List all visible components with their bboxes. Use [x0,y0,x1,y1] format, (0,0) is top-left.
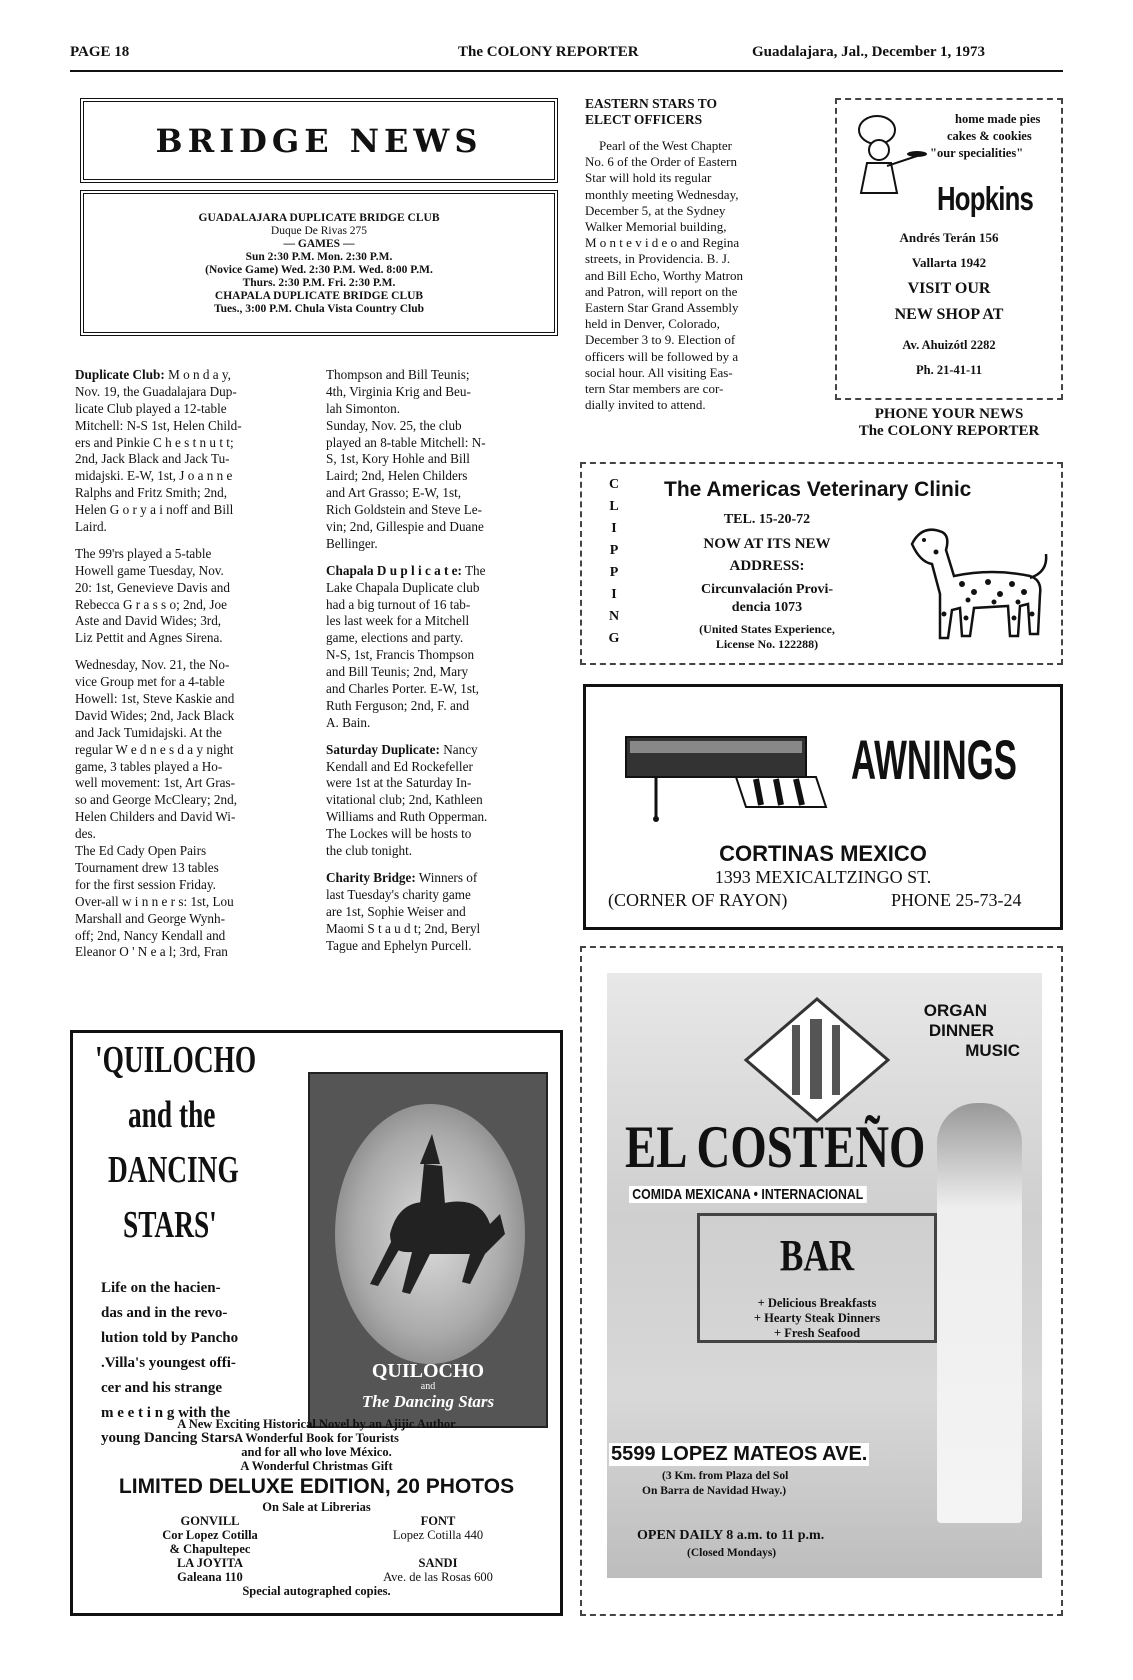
eastern-stars-article [585,96,815,413]
book-note: A Wonderful Book for Tourists [234,1431,399,1445]
text-line: Helen Childers and David Wi- [75,809,236,825]
text-line: 20: 1st, Genevieve Davis and [75,579,230,595]
clipping-letter: I [611,587,617,602]
text-line: Howell: 1st, Steve Kaskie and [75,691,235,707]
text-line: Laird. [75,519,107,535]
text-line: officers will be followed by a [585,348,739,364]
hopkins-visit: NEW SHOP AT [894,306,1004,323]
text-line: N-S, 1st, Francis Thompson [326,647,475,663]
text-line: Walker Memorial building, [585,219,727,235]
costeno-tagline: DINNER [928,1021,994,1040]
text-line: 4th, Virginia Krig and Beu- [326,383,471,399]
text-line: vin; 2nd, Gillespie and Duane [326,519,484,535]
bookstore-name: LA JOYITA [176,1556,244,1570]
bridge-news-banner [80,98,558,183]
eastern-stars-body [585,138,815,413]
newspaper-name: The COLONY REPORTER [458,44,639,60]
book-note: A New Exciting Historical Novel by an Ajijic Author [177,1417,456,1431]
text-line: Charity Bridge: Winners of [326,869,478,885]
text-line: held in Denver, Colorado, [585,316,720,332]
text-line: and Jack Tumidajski. At the [75,724,222,740]
text-line: Ralphs and Fritz Smith; 2nd, [75,485,228,501]
text-line: Tague and Ephelyn Purcell. [326,937,472,953]
bookstore-address: Lopez Cotilla 440 [392,1528,484,1542]
text-line: The Lockes will be hosts to [326,826,472,842]
dalmatian-dog-icon [902,514,1052,654]
page-number: PAGE 18 [70,44,130,60]
costeno-menu-item: + Delicious Breakfasts [757,1296,877,1310]
text-line: Nov. 19, the Guadalajara Dup- [75,383,237,399]
text-line: the club tonight. [326,843,413,859]
text-line: tern Star members are cor- [585,381,724,397]
text-line: December 5, at the Sydney [585,202,726,218]
text-line: December 3 to 9. Election of [585,332,736,348]
vet-address: Circunvalación Provi- [700,582,834,597]
costeno-directions: (3 Km. from Plaza del Sol [662,1470,789,1482]
hopkins-address: Vallarta 1942 [911,255,987,270]
text-line: lution told by Pancho [101,1330,239,1346]
costeno-chef-figure [937,1103,1022,1523]
bookstore-address: & Chapultepec [169,1542,251,1556]
bookstore-address: Ave. de las Rosas 600 [383,1570,493,1584]
text-line: well movement: 1st, Art Gras- [75,775,236,791]
text-line: and Bill Echo, Worthy Matron [585,267,743,283]
vet-address: dencia 1073 [731,600,803,615]
text-line: Tournament drew 13 tables [75,859,219,875]
text-line: midajski. E-W, 1st, J o a n n e [75,468,233,484]
hopkins-logo: Hopkins [937,180,1034,217]
text-line: vitational club; 2nd, Kathleen [326,792,483,808]
text-line: Eleanor O ' N e a l; 3rd, Fran [75,944,228,960]
bookstore-name: SANDI [418,1556,458,1570]
hopkins-visit: VISIT OUR [907,280,991,297]
bridge-article-column-2 [326,367,558,954]
book-title: and the [128,1094,216,1136]
text-line: .Villa's youngest offi- [101,1355,236,1371]
text-line: cer and his strange [101,1380,222,1396]
text-line: Howell game Tuesday, Nov. [75,562,224,578]
text-line: Maomi S t a u d t; 2nd, Beryl [326,920,481,936]
text-line: off; 2nd, Nancy Kendall and [75,927,226,943]
text-line [75,536,305,546]
book-note: A Wonderful Christmas Gift [240,1459,393,1473]
el-costeno-photo [607,973,1042,1578]
bridge-games-schedule [80,190,558,336]
text-line: The Ed Cady Open Pairs [75,843,207,859]
text-line: les last week for a Mitchell [326,613,470,629]
text-line: Chapala D u p l i c a t e: The [326,562,486,578]
text-line: monthly meeting Wednesday, [585,186,739,202]
clipping-letter: G [608,631,620,646]
bookstore-address: Galeana 110 [177,1570,243,1584]
hopkins-tagline: "our specialities" [930,146,1024,160]
book-note: and for all who love México. [241,1445,392,1459]
hopkins-phone: Ph. 21-41-11 [916,363,982,377]
hopkins-address: Av. Ahuizótl 2282 [902,338,996,352]
book-title: 'QUILOCHO [95,1039,257,1081]
text-line: social hour. All visiting Eas- [585,364,733,380]
awnings-company: CORTINAS MEXICO [719,841,927,866]
costeno-menu-item: + Hearty Steak Dinners [753,1311,881,1325]
bookstore-name: FONT [420,1514,456,1528]
chef-icon [847,108,927,198]
eastern-stars-headline: EASTERN STARS TO [585,96,718,111]
text-line: licate Club played a 12-table [75,400,227,416]
text-line: Thompson and Bill Teunis; [326,367,470,382]
games-line: CHAPALA DUPLICATE BRIDGE CLUB [214,290,424,302]
awnings-address: 1393 MEXICALTZINGO ST. [714,867,932,887]
book-cover-image [308,1072,548,1428]
text-line: S, 1st, Kory Hohle and Bill [326,451,470,467]
hopkins-tagline: home made pies [955,112,1041,126]
vet-license: (United States Experience, [699,622,835,636]
text-line: des. [75,826,96,842]
text-line: Eastern Star Grand Assembly [585,300,739,316]
text-line [326,860,558,870]
horse-rider-icon [350,1124,520,1324]
book-title: STARS' [123,1204,217,1246]
text-line: Laird; 2nd, Helen Childers [326,468,468,484]
text-line: Duplicate Club: M o n d a y, [75,367,231,382]
cover-title: The Dancing Stars [361,1392,495,1411]
text-line: Williams and Ruth Opperman. [326,809,488,825]
costeno-menu-item: + Fresh Seafood [773,1326,861,1340]
text-line: regular W e d n e s d a y night [75,741,234,757]
limited-edition: LIMITED DELUXE EDITION, 20 PHOTOS [118,1475,515,1498]
text-line: and Art Grasso; E-W, 1st, [326,485,462,501]
text-line: Lake Chapala Duplicate club [326,579,480,595]
phone-news-line: PHONE YOUR NEWS [874,406,1024,422]
text-line: and Bill Teunis; 2nd, Mary [326,664,469,680]
header-rule [70,70,1063,72]
bridge-news-title: BRIDGE NEWS [155,122,483,160]
costeno-subtitle: COMIDA MEXICANA • INTERNACIONAL [629,1186,867,1203]
text-line: are 1st, Sophie Weiser and [326,903,466,919]
text-line: for the first session Friday. [75,876,216,892]
hopkins-tagline: cakes & cookies [947,129,1032,143]
clipping-letter: P [609,565,619,580]
text-line: Life on the hacien- [101,1280,221,1296]
awnings-phone: PHONE 25-73-24 [891,890,1022,910]
clipping-letter: L [609,499,619,514]
text-line: Pearl of the West Chapter [599,138,733,153]
text-line: so and George McCleary; 2nd, [75,792,237,808]
text-line: played an 8-table Mitchell: N- [326,434,486,450]
text-line: Saturday Duplicate: Nancy [326,741,478,757]
games-line: Thurs. 2:30 P.M. Fri. 2:30 P.M. [242,277,396,289]
text-line: had a big turnout of 16 tab- [326,596,471,612]
fork-knife-diamond-icon [742,995,892,1125]
text-line: M o n t e v i d e o and Regina [585,235,740,251]
games-line: Tues., 3:00 P.M. Chula Vista Country Club [213,303,425,315]
text-line: No. 6 of the Order of Eastern [585,154,737,170]
phone-your-news [835,406,1063,440]
hopkins-ad [835,98,1063,400]
clipping-letter: N [608,609,620,624]
vet-license: License No. 122288) [715,637,819,651]
clipping-letter: C [608,477,620,492]
text-line: Bellinger. [326,535,378,551]
text-line: and Charles Porter. E-W, 1st, [326,681,479,697]
text-line: The 99'rs played a 5-table [75,545,212,561]
text-line: Helen G o r y a i noff and Bill [75,502,234,518]
awning-icon [616,717,836,827]
costeno-name: EL COSTEÑO [625,1114,926,1180]
cover-title: QUILOCHO [371,1360,485,1382]
text-line: Kendall and Ed Rockefeller [326,758,473,774]
text-line: game, elections and party. [326,630,464,646]
text-line: Wednesday, Nov. 21, the No- [75,657,230,673]
costeno-address: 5599 LOPEZ MATEOS AVE. [611,1443,868,1465]
el-costeno-ad [580,946,1063,1616]
text-line: Marshall and George Wynh- [75,910,225,926]
text-line: Liz Pettit and Agnes Sirena. [75,630,223,646]
games-line: (Novice Game) Wed. 2:30 P.M. Wed. 8:00 P.M. [205,264,433,276]
costeno-tagline: ORGAN [923,1001,987,1020]
costeno-bar-sign [697,1213,937,1343]
autographed-note: Special autographed copies. [242,1584,391,1598]
clipping-letter: I [611,521,617,536]
text-line: were 1st at the Saturday In- [326,775,472,791]
text-line: last Tuesday's charity game [326,886,471,902]
awnings-title: AWNINGS [851,728,1017,791]
eastern-stars-headline: ELECT OFFICERS [585,112,703,127]
dateline: Guadalajara, Jal., December 1, 1973 [752,44,986,60]
text-line: Star will hold its regular [585,170,712,186]
text-line [326,732,558,742]
awnings-ad [583,684,1063,930]
vet-phone: TEL. 15-20-72 [723,512,811,527]
hopkins-address: Andrés Terán 156 [899,230,999,245]
games-line: GUADALAJARA DUPLICATE BRIDGE CLUB [198,212,440,224]
text-line: and Patron, will report on the [585,283,738,299]
text-line: David Wides; 2nd, Jack Black [75,707,235,723]
vet-line: NOW AT ITS NEW [703,536,831,552]
text-line: Over-all w i n n e r s: 1st, Lou [75,893,234,909]
text-line: lah Simonton. [326,400,400,416]
quilocho-book-ad [70,1030,563,1616]
costeno-tagline: MUSIC [965,1041,1020,1060]
bridge-article-column-1 [75,367,305,961]
text-line: Ruth Ferguson; 2nd, F. and [326,697,470,713]
vet-line: ADDRESS: [729,558,805,574]
phone-news-line: The COLONY REPORTER [858,423,1040,439]
text-line: young Dancing Stars. [101,1430,239,1446]
text-line: Aste and David Wides; 3rd, [75,613,222,629]
games-line: Duque De Rivas 275 [270,225,368,237]
costeno-bar: BAR [779,1231,855,1280]
text-line: das and in the revo- [101,1305,228,1321]
text-line: Rebecca G r a s s o; 2nd, Joe [75,596,227,612]
bookstore-name: GONVILL [180,1514,240,1528]
awnings-corner: (CORNER OF RAYON) [608,890,788,910]
text-line: Mitchell: N-S 1st, Helen Child- [75,417,242,433]
bookstore-address: Cor Lopez Cotilla [162,1528,258,1542]
clipping-vertical-label [606,474,622,650]
games-line: Sun 2:30 P.M. Mon. 2:30 P.M. [245,251,393,263]
text-line: vice Group met for a 4-table [75,674,225,690]
text-line: Rich Goldstein and Steve Le- [326,502,483,518]
text-line: Sunday, Nov. 25, the club [326,417,462,433]
text-line: ers and Pinkie C h e s t n u t t; [75,434,234,450]
cover-title: and [420,1381,436,1392]
costeno-directions: On Barra de Navidad Hway.) [642,1485,787,1497]
text-line: streets, in Providencia. B. J. [585,251,731,267]
vet-clinic-title: The Americas Veterinary Clinic [664,478,972,501]
costeno-closed: (Closed Mondays) [687,1547,777,1559]
clipping-letter: P [609,543,619,558]
veterinary-clinic-ad [580,462,1063,665]
games-line: — GAMES — [283,238,355,250]
text-line: m e e t i n g with the [101,1405,231,1421]
book-title: DANCING [108,1149,239,1191]
text-line [326,553,558,563]
costeno-hours: OPEN DAILY 8 a.m. to 11 p.m. [637,1528,825,1543]
text-line: dially invited to attend. [585,397,706,413]
text-line: game, 3 tables played a Ho- [75,758,223,774]
book-sale-label: On Sale at Librerias [262,1500,371,1514]
text-line: 2nd, Jack Black and Jack Tu- [75,451,230,467]
text-line [75,647,305,657]
text-line: A. Bain. [326,714,371,730]
